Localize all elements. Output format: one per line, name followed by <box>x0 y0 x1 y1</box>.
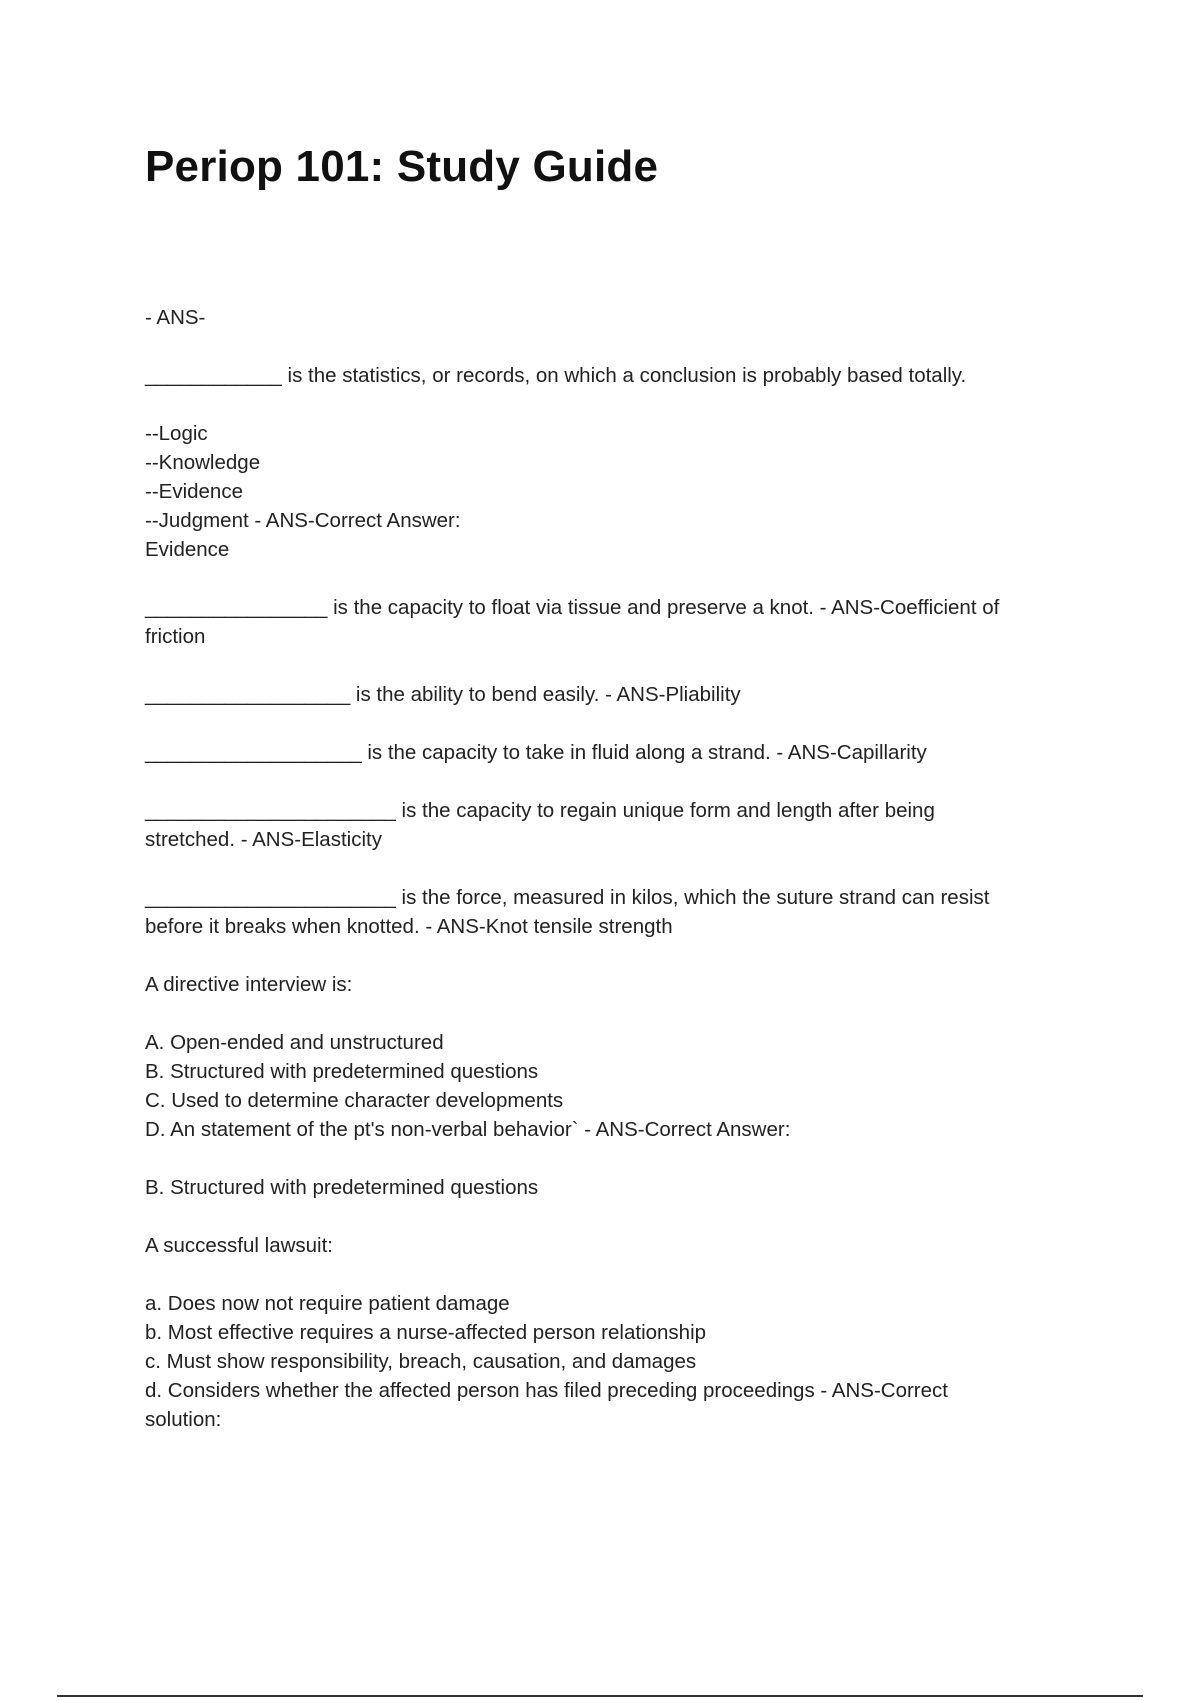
text-line: ______________________ is the force, measured in kilos, which the suture strand can resist <box>145 886 990 909</box>
answer-line: B. Structured with predetermined questions <box>145 1176 539 1199</box>
option-line: A. Open-ended and unstructured <box>145 1031 444 1054</box>
option-line: --Judgment - ANS-Correct Answer: <box>145 509 461 532</box>
footer-divider <box>57 1695 1143 1697</box>
option-line: --Logic <box>145 422 208 445</box>
option-line: B. Structured with predetermined questions <box>145 1060 539 1083</box>
text-line: __________________ is the ability to bend easily. - ANS-Pliability <box>145 683 741 706</box>
answer-line: solution: <box>145 1408 222 1431</box>
text-line: ____________ is the statistics, or records, on which a conclusion is probably based totally. <box>145 364 967 387</box>
option-line: D. An statement of the pt's non-verbal behavior` - ANS-Correct Answer: <box>145 1118 791 1141</box>
question-lawsuit-stem <box>145 1231 1085 1260</box>
option-line: c. Must show responsibility, breach, causation, and damages <box>145 1350 697 1373</box>
text-line: ______________________ is the capacity to regain unique form and length after being <box>145 799 935 822</box>
option-line: --Evidence <box>145 480 243 503</box>
question-elasticity <box>145 796 1085 854</box>
text-line: ___________________ is the capacity to take in fluid along a strand. - ANS-Capillarity <box>145 741 927 764</box>
text-line: friction <box>145 625 206 648</box>
option-line: b. Most effective requires a nurse-affected person relationship <box>145 1321 707 1344</box>
study-guide-content <box>145 303 1085 1463</box>
option-line: C. Used to determine character developments <box>145 1089 564 1112</box>
question-directive-interview-options <box>145 1028 1085 1144</box>
question-directive-interview-answer <box>145 1173 1085 1202</box>
text-line: A successful lawsuit: <box>145 1234 333 1257</box>
option-line: a. Does now not require patient damage <box>145 1292 510 1315</box>
ans-header <box>145 303 1085 332</box>
text-line: before it breaks when knotted. - ANS-Knot tensile strength <box>145 915 673 938</box>
answer-line: Evidence <box>145 538 230 561</box>
text-line: ________________ is the capacity to float via tissue and preserve a knot. - ANS-Coefficient of <box>145 596 1000 619</box>
text-line: stretched. - ANS-Elasticity <box>145 828 382 851</box>
question-evidence-options <box>145 419 1085 564</box>
question-coefficient-of-friction <box>145 593 1085 651</box>
question-lawsuit-options <box>145 1289 1085 1434</box>
question-directive-interview-stem <box>145 970 1085 999</box>
text-line: A directive interview is: <box>145 973 353 996</box>
question-capillarity <box>145 738 1085 767</box>
question-evidence-stem <box>145 361 1085 390</box>
question-pliability <box>145 680 1085 709</box>
text-line: - ANS- <box>145 306 206 329</box>
question-knot-tensile-strength <box>145 883 1085 941</box>
option-line: d. Considers whether the affected person has filed preceding proceedings - ANS-Correct <box>145 1379 948 1402</box>
page-title: Periop 101: Study Guide <box>145 142 659 191</box>
option-line: --Knowledge <box>145 451 261 474</box>
